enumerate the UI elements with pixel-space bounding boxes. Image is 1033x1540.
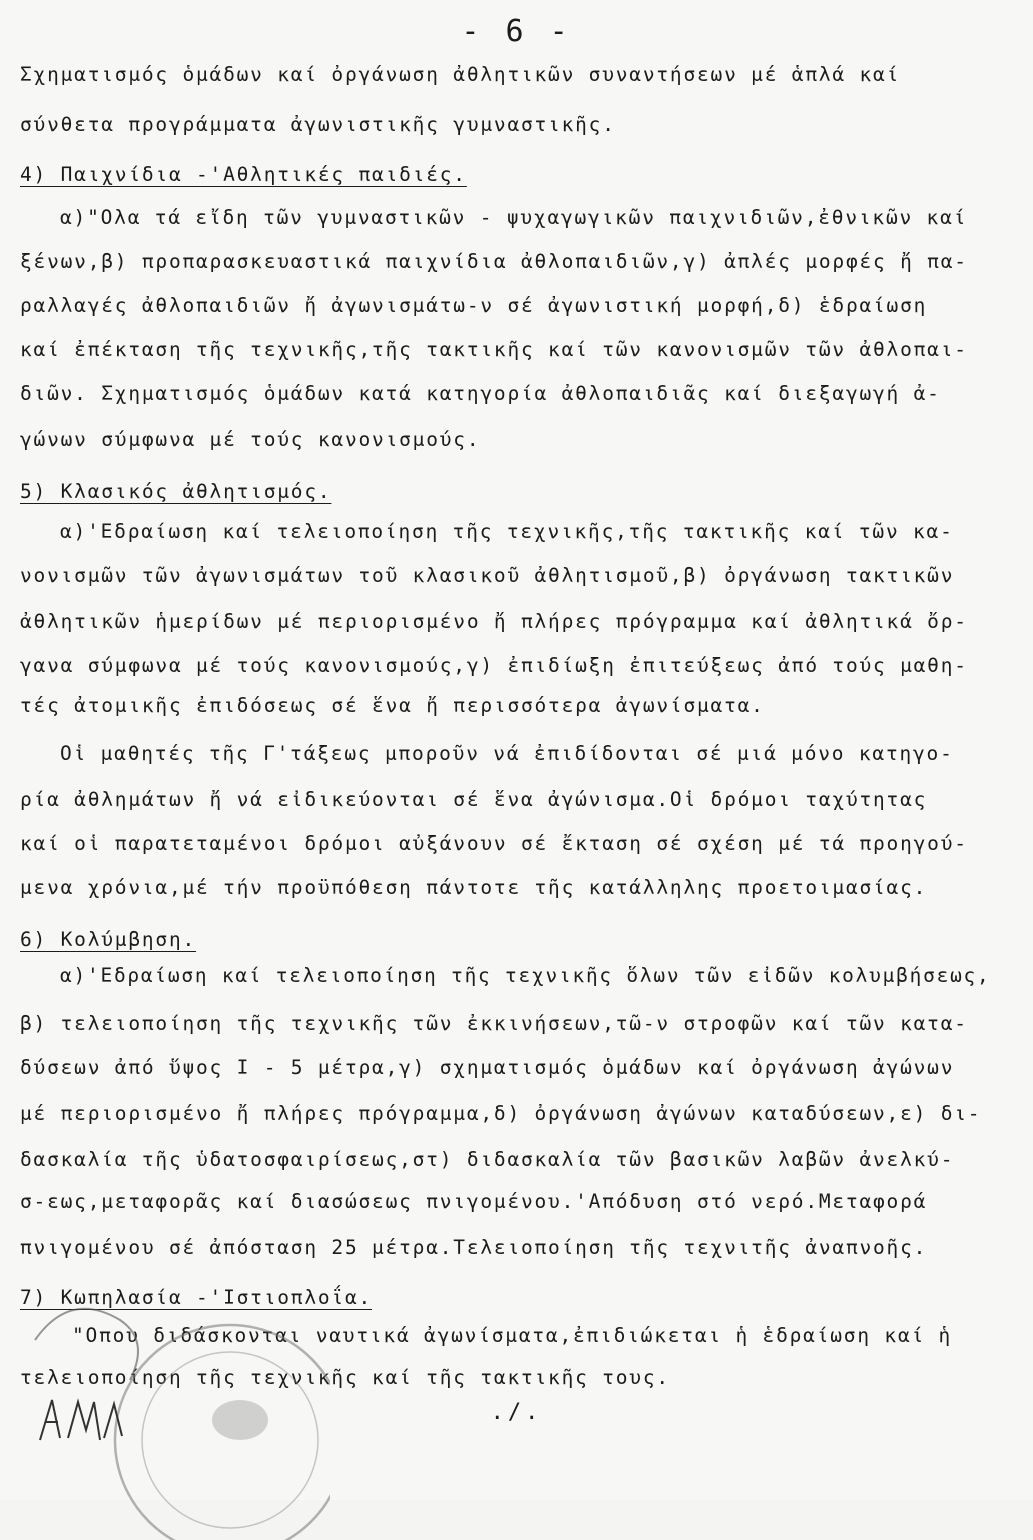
body-line: ρία ἀθλημάτων ἤ νά εἰδικεύονται σέ ἕνα ἀγώνισμα.Οἱ δρόμοι ταχύτητας (20, 788, 928, 811)
body-line: πνιγομένου σέ ἀπόσταση 25 μέτρα.Τελειοποίηση τῆς τεχνιτῆς ἀναπνοῆς. (20, 1236, 928, 1259)
body-line: γανα σύμφωνα μέ τούς κανονισμούς,γ) ἐπιδίωξη ἐπιτεύξεως ἀπό τούς μαθη- (20, 654, 968, 677)
body-line: Οἱ μαθητές τῆς Γ'τάξεως μποροῦν νά ἐπιδίδονται σέ μιά μόνο κατηγο- (60, 742, 954, 765)
section-heading-athletics: 5) Κλασικός ἀθλητισμός. (20, 480, 332, 503)
body-line: τελειοποίηση τῆς τεχνικῆς καί τῆς τακτικῆς τους. (20, 1366, 670, 1389)
body-line: δασκαλία τῆς ὑδατοσφαιρίσεως,στ) διδασκαλία τῶν βασικῶν λαβῶν ἀνελκύ- (20, 1148, 955, 1171)
body-line: ραλλαγές ἀθλοπαιδιῶν ἤ ἀγωνισμάτω-ν σέ ἀγωνιστική μορφή,δ) ἑδραίωση (20, 294, 928, 317)
body-line: α)'Εδραίωση καί τελειοποίηση τῆς τεχνικῆς,τῆς τακτικῆς καί τῶν κα- (60, 520, 954, 543)
body-line: α)'Εδραίωση καί τελειοποίηση τῆς τεχνικῆς ὅλων τῶν εἰδῶν κολυμβήσεως, (60, 964, 991, 987)
body-line: καί οἱ παρατεταμένοι δρόμοι αὐξάνουν σέ ἔκταση σέ σχέση μέ τά προηγού- (20, 832, 968, 855)
body-line: τές ἀτομικῆς ἐπιδόσεως σέ ἕνα ἤ περισσότερα ἀγωνίσματα. (20, 694, 765, 717)
section-heading-rowing: 7) Κωπηλασία -'Ιστιοπλοΐα. (20, 1286, 373, 1309)
body-line: καί ἐπέκταση τῆς τεχνικῆς,τῆς τακτικῆς καί τῶν κανονισμῶν τῶν ἀθλοπαι- (20, 338, 968, 361)
body-line: "Οπου διδάσκονται ναυτικά ἀγωνίσματα,ἐπιδιώκεται ἡ ἑδραίωση καί ἡ (72, 1324, 953, 1347)
body-line: γώνων σύμφωνα μέ τούς κανονισμούς. (20, 428, 481, 451)
section-heading-swimming: 6) Κολύμβηση. (20, 928, 197, 951)
body-line: μέ περιορισμένο ἤ πλήρες πρόγραμμα,δ) ὀργάνωση ἀγώνων καταδύσεων,ε) δι- (20, 1102, 982, 1125)
body-line: ἀθλητικῶν ἡμερίδων μέ περιορισμένο ἤ πλήρες πρόγραμμα καί ἀθλητικά ὄρ- (20, 610, 968, 633)
body-line: β) τελειοποίηση τῆς τεχνικῆς τῶν ἐκκινήσεων,τῶ-ν στροφῶν καί τῶν κατα- (20, 1012, 968, 1035)
body-line: Σχηματισμός ὁμάδων καί ὀργάνωση ἀθλητικῶν συναντήσεων μέ ἁπλά καί (20, 63, 901, 86)
page-number: - 6 - (461, 14, 572, 49)
body-line: σύνθετα προγράμματα ἀγωνιστικῆς γυμναστικῆς. (20, 113, 616, 136)
body-line: σ-εως,μεταφορᾶς καί διασώσεως πνιγομένου.'Απόδυση στό νερό.Μεταφορά (20, 1190, 928, 1213)
signature-icon (30, 1380, 140, 1460)
section-heading-games: 4) Παιχνίδια -'Αθλητικές παιδιές. (20, 163, 467, 186)
body-line: ξένων,β) προπαρασκευαστικά παιχνίδια ἀθλοπαιδιῶν,γ) ἀπλές μορφές ἤ πα- (20, 250, 968, 273)
body-line: νονισμῶν τῶν ἀγωνισμάτων τοῦ κλασικοῦ ἀθλητισμοῦ,β) ὀργάνωση τακτικῶν (20, 564, 955, 587)
body-line: δύσεων ἀπό ὕψος Ι - 5 μέτρα,γ) σχηματισμός ὁμάδων καί ὀργάνωση ἀγώνων (20, 1056, 955, 1079)
body-line: α)"Ολα τά εἴδη τῶν γυμναστικῶν - ψυχαγωγικῶν παιχνιδιῶν,ἐθνικῶν καί (60, 206, 968, 229)
continuation-mark: ./. (490, 1400, 543, 1425)
body-line: μενα χρόνια,μέ τήν προϋπόθεση πάντοτε τῆς κατάλληλης προετοιμασίας. (20, 876, 928, 899)
body-line: διῶν. Σχηματισμός ὁμάδων κατά κατηγορία ἀθλοπαιδιᾶς καί διεξαγωγή ἀ- (20, 382, 941, 405)
